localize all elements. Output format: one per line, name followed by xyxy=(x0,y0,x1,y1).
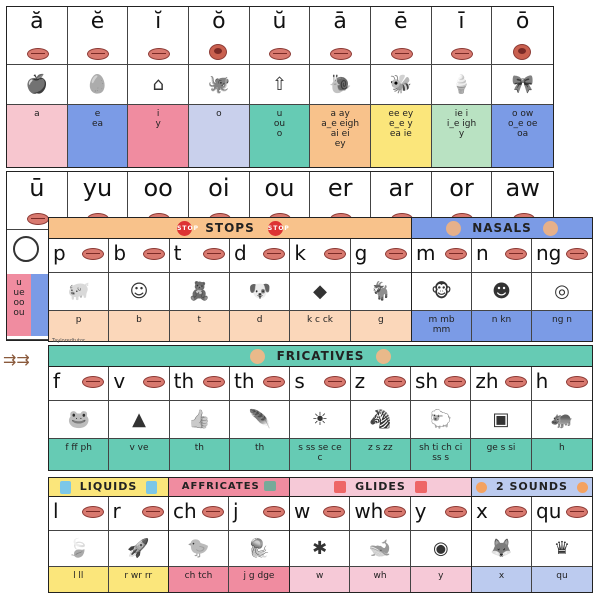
spelling-text: r wr rr xyxy=(124,571,153,581)
picture-cell xyxy=(290,531,350,567)
picture-cell xyxy=(290,273,350,311)
mouth-icon xyxy=(269,48,291,60)
ice-cream-icon: 🍦 xyxy=(450,74,473,95)
picture-cell xyxy=(49,401,109,439)
spelling-cell xyxy=(310,105,371,167)
spelling-text: m mb mm xyxy=(428,315,455,335)
picture-cell xyxy=(109,401,169,439)
spelling-cell xyxy=(290,311,350,341)
spelling-text: x xyxy=(498,571,505,581)
sound-cell xyxy=(290,497,350,531)
picture-cell xyxy=(128,65,189,105)
baby-icon: ☺ xyxy=(129,281,149,302)
brand-label: Tayloredtutor xyxy=(52,338,86,344)
treasure-icon: ▣ xyxy=(492,409,510,430)
sound-letter: qu xyxy=(536,499,562,523)
sound-letter: ē xyxy=(394,9,408,34)
spelling-text: b xyxy=(136,315,142,325)
hands-icon xyxy=(250,349,265,364)
sound-letter: x xyxy=(476,499,488,523)
mouth-icon xyxy=(384,376,406,388)
mouth-icon xyxy=(324,248,346,260)
picture-cell xyxy=(411,531,471,567)
sound-letter: l xyxy=(53,499,59,523)
nose-icon xyxy=(543,221,558,236)
spelling-cell xyxy=(432,105,493,167)
sound-cell xyxy=(109,239,169,273)
arrow-icon: ⇉⇉ xyxy=(3,350,30,369)
spelling-cell xyxy=(411,439,471,470)
spelling-text: h xyxy=(558,443,565,453)
spelling-cell xyxy=(230,311,290,341)
sound-letter: t xyxy=(173,241,182,265)
spelling-cell xyxy=(532,439,592,470)
goat-icon: 🐐 xyxy=(369,281,393,302)
vowel-row-2-spellings-partial-2 xyxy=(31,274,49,336)
fricatives-header xyxy=(48,345,593,367)
picture-cell xyxy=(169,531,229,567)
sound-letter: s xyxy=(294,369,305,393)
ring-icon: ◎ xyxy=(554,281,570,302)
sound-cell xyxy=(49,367,109,401)
two-sounds-header xyxy=(471,477,593,497)
spelling-cell xyxy=(351,439,411,470)
dog-icon: 🐶 xyxy=(248,281,271,302)
spelling-cell xyxy=(290,567,350,592)
mouth-icon xyxy=(445,248,467,260)
mouth-icon xyxy=(27,48,49,60)
picture-cell xyxy=(351,401,411,439)
sound-letter: ĭ xyxy=(155,9,162,34)
stops-grid xyxy=(48,238,412,342)
nasals-title: NASALS xyxy=(472,221,532,235)
sound-cell xyxy=(351,239,411,273)
mouth-icon xyxy=(148,48,170,60)
slide-icon xyxy=(415,481,427,493)
sound-letter: wh xyxy=(354,499,384,523)
picture-cell xyxy=(170,401,230,439)
two-sounds-icon xyxy=(577,482,588,493)
sound-letter: ŭ xyxy=(272,9,287,34)
spelling-cell xyxy=(532,567,592,592)
mouth-icon xyxy=(202,506,224,518)
sound-letter: ŏ xyxy=(212,9,226,34)
monkey-icon: 🐵 xyxy=(431,281,452,302)
pig-icon: 🐖 xyxy=(67,281,90,302)
picture-cell xyxy=(471,401,531,439)
sound-cell xyxy=(432,7,493,65)
spelling-text: wh xyxy=(373,571,387,581)
mouth-icon xyxy=(385,248,407,260)
cup-icon xyxy=(146,481,157,494)
sound-cell xyxy=(472,497,532,531)
nose-icon xyxy=(446,221,461,236)
thumbs-up-icon: 👍 xyxy=(188,409,211,430)
spelling-text: y xyxy=(438,571,444,581)
spelling-cell xyxy=(128,105,189,167)
spelling-cell xyxy=(250,105,311,167)
sound-letter: ī xyxy=(458,9,465,34)
spelling-text: o xyxy=(216,109,222,119)
hands-icon xyxy=(376,349,391,364)
slide-icon xyxy=(334,481,346,493)
sound-cell xyxy=(350,497,410,531)
sound-letter: aw xyxy=(505,174,540,202)
mouth-icon xyxy=(209,44,227,60)
spelling-text: qu xyxy=(556,571,568,581)
spelling-cell xyxy=(472,311,532,341)
liquids-header xyxy=(48,477,169,497)
picture-cell xyxy=(472,273,532,311)
sound-letter: w xyxy=(294,499,311,523)
sound-cell xyxy=(532,497,592,531)
fricatives-grid xyxy=(48,366,593,471)
sound-cell xyxy=(411,367,471,401)
picture-cell xyxy=(492,65,553,105)
sound-letter: m xyxy=(416,241,436,265)
up-stairs-icon: ⇧ xyxy=(271,74,288,95)
nasals-header xyxy=(411,217,593,239)
glides-header xyxy=(289,477,472,497)
spelling-cell xyxy=(68,105,129,167)
stops-header xyxy=(48,217,412,239)
sound-cell xyxy=(412,239,472,273)
spelling-cell xyxy=(49,311,109,341)
spelling-cell xyxy=(109,439,169,470)
picture-cell xyxy=(411,401,471,439)
spelling-cell xyxy=(412,311,472,341)
sound-letter: th xyxy=(173,369,195,393)
glides-grid xyxy=(289,496,472,593)
picture-cell xyxy=(189,65,250,105)
sound-cell xyxy=(351,367,411,401)
zebra-icon: 🦓 xyxy=(369,409,392,430)
leaf-icon: 🍃 xyxy=(67,538,90,559)
snail-icon: 🐌 xyxy=(328,74,352,95)
liquids-grid xyxy=(48,496,169,593)
spelling-text: ie i i_e igh y xyxy=(446,109,477,139)
vowel-row-2-spellings-partial xyxy=(7,274,31,336)
picture-cell xyxy=(290,401,350,439)
picture-cell xyxy=(310,65,371,105)
sound-letter: ar xyxy=(388,174,414,202)
spelling-text: sh ti ch ci ss s xyxy=(419,443,463,463)
spelling-cell xyxy=(472,567,532,592)
affricates-title: AFFRICATES xyxy=(181,481,260,492)
sound-letter: ch xyxy=(173,499,197,523)
sound-letter: or xyxy=(449,174,474,202)
cup-icon xyxy=(60,481,71,494)
spelling-text: z s zz xyxy=(368,443,393,453)
egg-icon: 🥚 xyxy=(86,74,109,95)
rocket-icon: 🚀 xyxy=(127,538,150,559)
chick-icon: 🐤 xyxy=(187,538,210,559)
fox-icon: 🦊 xyxy=(490,538,513,559)
sound-letter: ou xyxy=(264,174,295,202)
sound-letter: er xyxy=(327,174,353,202)
sound-cell xyxy=(290,367,350,401)
spelling-text: i y xyxy=(155,109,161,129)
spelling-text: a xyxy=(34,109,40,119)
yo-yo-icon: ◉ xyxy=(432,538,449,559)
picture-cell xyxy=(532,401,592,439)
picture-cell xyxy=(109,273,169,311)
stops-title: STOPS xyxy=(205,221,255,235)
picture-cell xyxy=(230,401,290,439)
spelling-text: f ff ph xyxy=(65,443,92,453)
spelling-text: p xyxy=(75,315,82,325)
sound-cell xyxy=(170,239,230,273)
sound-cell xyxy=(7,7,68,65)
mouth-icon xyxy=(263,506,285,518)
sound-cell xyxy=(250,7,311,65)
glides-title: GLIDES xyxy=(355,480,406,493)
spelling-text: n kn xyxy=(491,315,512,325)
sound-cell xyxy=(128,7,189,65)
spelling-cell xyxy=(350,567,410,592)
sound-letter: ō xyxy=(515,9,530,34)
mouth-icon xyxy=(143,248,165,260)
mouth-icon xyxy=(142,506,164,518)
spelling-cell xyxy=(170,439,230,470)
spelling-cell xyxy=(49,439,109,470)
sound-cell xyxy=(109,367,169,401)
sound-cell xyxy=(170,367,230,401)
mouth-icon xyxy=(203,376,225,388)
spelling-cell xyxy=(230,439,290,470)
apple-icon: 🍎 xyxy=(25,74,49,95)
train-icon xyxy=(264,481,276,491)
sound-letter: sh xyxy=(414,369,439,393)
sound-letter: g xyxy=(354,241,368,265)
affricates-header xyxy=(168,477,290,497)
picture-cell xyxy=(371,65,432,105)
picture-cell xyxy=(230,273,290,311)
mouth-icon xyxy=(391,48,413,60)
sound-cell xyxy=(68,7,129,65)
picture-cell xyxy=(250,65,311,105)
web-icon: ✱ xyxy=(312,538,328,559)
volcano-icon: ▲ xyxy=(132,409,146,430)
spelling-text: v ve xyxy=(129,443,149,453)
queen-icon: ♛ xyxy=(553,538,571,559)
spelling-cell xyxy=(49,567,109,592)
spelling-cell xyxy=(532,311,592,341)
spelling-cell xyxy=(169,567,229,592)
sound-cell xyxy=(189,7,250,65)
spelling-cell xyxy=(189,105,250,167)
picture-cell xyxy=(49,273,109,311)
sound-cell xyxy=(290,239,350,273)
spelling-text: g xyxy=(377,315,384,325)
picture-cell xyxy=(532,531,592,567)
mouth-icon xyxy=(324,376,346,388)
picture-cell xyxy=(412,273,472,311)
spelling-text: l ll xyxy=(73,571,84,581)
spelling-text: t xyxy=(197,315,202,325)
sound-letter: ĕ xyxy=(90,9,105,34)
sun-icon: ☀ xyxy=(311,409,329,430)
whale-icon: 🐋 xyxy=(368,538,392,559)
fricatives-title: FRICATIVES xyxy=(276,349,365,363)
spelling-cell xyxy=(7,105,68,167)
frog-icon: 🐸 xyxy=(67,409,90,430)
moon-icon xyxy=(13,236,39,262)
sound-letter: b xyxy=(113,241,127,265)
mouth-icon xyxy=(82,506,104,518)
picture-cell xyxy=(229,531,289,567)
sound-letter: oo xyxy=(143,174,173,202)
picture-cell xyxy=(532,273,592,311)
sound-cell xyxy=(492,7,553,65)
sound-cell xyxy=(49,239,109,273)
jellyfish-icon: 🪼 xyxy=(247,538,271,559)
sound-letter: h xyxy=(535,369,549,393)
mouth-icon xyxy=(87,48,109,60)
two-sounds-title: 2 SOUNDS xyxy=(496,480,568,493)
picture-cell xyxy=(109,531,169,567)
sound-cell xyxy=(169,497,229,531)
nasals-grid xyxy=(411,238,593,342)
spelling-text: j g dge xyxy=(243,571,275,581)
mouth-icon xyxy=(27,213,49,225)
spelling-text: ee ey e_e y ea ie xyxy=(388,109,414,139)
picture-cell xyxy=(351,273,411,311)
picture-cell xyxy=(472,531,532,567)
sound-letter: r xyxy=(112,499,121,523)
sound-cell xyxy=(532,367,592,401)
spelling-cell xyxy=(492,105,553,167)
sound-letter: p xyxy=(53,241,66,265)
spelling-text: ng n xyxy=(552,315,572,325)
spelling-text: th xyxy=(255,443,265,453)
spelling-cell xyxy=(229,567,289,592)
mouth-icon xyxy=(451,48,473,60)
sound-letter: f xyxy=(53,369,61,393)
mouth-icon xyxy=(505,248,527,260)
spelling-text: th xyxy=(194,443,204,453)
sound-cell xyxy=(532,239,592,273)
sound-cell xyxy=(109,497,169,531)
stop-sign-icon: STOP xyxy=(268,221,283,236)
spelling-cell xyxy=(471,439,531,470)
bow-icon: 🎀 xyxy=(511,74,534,95)
mouth-icon xyxy=(203,248,225,260)
spelling-text: w xyxy=(315,571,324,581)
sound-letter: d xyxy=(233,241,247,265)
spelling-text: k c ck xyxy=(306,315,334,325)
sound-cell xyxy=(229,497,289,531)
sound-letter: ā xyxy=(333,9,347,34)
igloo-icon: ⌂ xyxy=(152,74,164,95)
mouth-icon xyxy=(330,48,352,60)
spelling-text: d xyxy=(256,315,263,325)
kite-icon: ◆ xyxy=(313,281,327,302)
spelling-cell xyxy=(371,105,432,167)
hippo-icon: 🦛 xyxy=(550,409,574,430)
sound-letter: j xyxy=(233,499,239,523)
liquids-title: LIQUIDS xyxy=(79,480,138,493)
sound-cell xyxy=(230,367,290,401)
sound-cell xyxy=(471,367,531,401)
feather-icon: 🪶 xyxy=(248,409,271,430)
sound-letter: ng xyxy=(536,241,562,265)
sound-cell xyxy=(49,497,109,531)
mouth-icon xyxy=(566,506,588,518)
sound-letter: n xyxy=(476,241,489,265)
ninja-icon: ☻ xyxy=(492,281,511,302)
sound-letter: k xyxy=(294,241,306,265)
sound-letter: y xyxy=(414,499,427,523)
sound-letter: oi xyxy=(208,174,230,202)
sound-cell xyxy=(411,497,471,531)
mouth-icon xyxy=(505,376,527,388)
bee-icon: 🐝 xyxy=(389,74,413,95)
sound-cell xyxy=(310,7,371,65)
sound-letter: th xyxy=(233,369,255,393)
mouth-icon xyxy=(384,506,406,518)
sound-cell xyxy=(230,239,290,273)
sound-letter: v xyxy=(113,369,126,393)
spelling-text: u ou o xyxy=(273,109,286,139)
stop-sign-icon: STOP xyxy=(177,221,192,236)
picture-cell xyxy=(68,65,129,105)
sound-letter: ū xyxy=(29,174,45,202)
picture-cell xyxy=(432,65,493,105)
mouth-icon xyxy=(566,248,588,260)
spelling-cell xyxy=(109,311,169,341)
mouth-icon xyxy=(505,506,527,518)
affricates-grid xyxy=(168,496,290,593)
spelling-text: ch tch xyxy=(184,571,213,581)
picture-cell xyxy=(170,273,230,311)
spelling-text: s ss se ce c xyxy=(298,443,342,463)
sound-letter: zh xyxy=(475,369,499,393)
two-sounds-icon xyxy=(476,482,487,493)
mouth-icon xyxy=(143,376,165,388)
spelling-text: a ay a_e eigh ai ei ey xyxy=(321,109,360,149)
sound-letter: ă xyxy=(30,9,44,34)
sound-cell xyxy=(472,239,532,273)
picture-cell xyxy=(350,531,410,567)
two-sounds-grid xyxy=(471,496,593,593)
picture-cell xyxy=(49,531,109,567)
mouth-icon xyxy=(566,376,588,388)
sound-cell xyxy=(371,7,432,65)
vowel-chart-top xyxy=(6,6,554,168)
spelling-text: e ea xyxy=(91,109,104,129)
spelling-text: ge s si xyxy=(486,443,516,453)
spelling-cell xyxy=(411,567,471,592)
sound-letter: z xyxy=(354,369,366,393)
spelling-cell xyxy=(351,311,411,341)
spelling-text: o ow o_e oe oa xyxy=(507,109,538,139)
spelling-cell xyxy=(290,439,350,470)
spelling-u: u ue oo ou xyxy=(13,278,25,318)
spelling-cell xyxy=(109,567,169,592)
sheep-icon: 🐑 xyxy=(429,409,452,430)
mouth-icon xyxy=(445,506,467,518)
teddy-bear-icon: 🧸 xyxy=(188,281,211,302)
picture-cell xyxy=(7,65,68,105)
octopus-icon: 🐙 xyxy=(207,74,231,95)
mouth-icon xyxy=(513,44,531,60)
sound-letter: yu xyxy=(82,174,113,202)
spelling-cell xyxy=(170,311,230,341)
